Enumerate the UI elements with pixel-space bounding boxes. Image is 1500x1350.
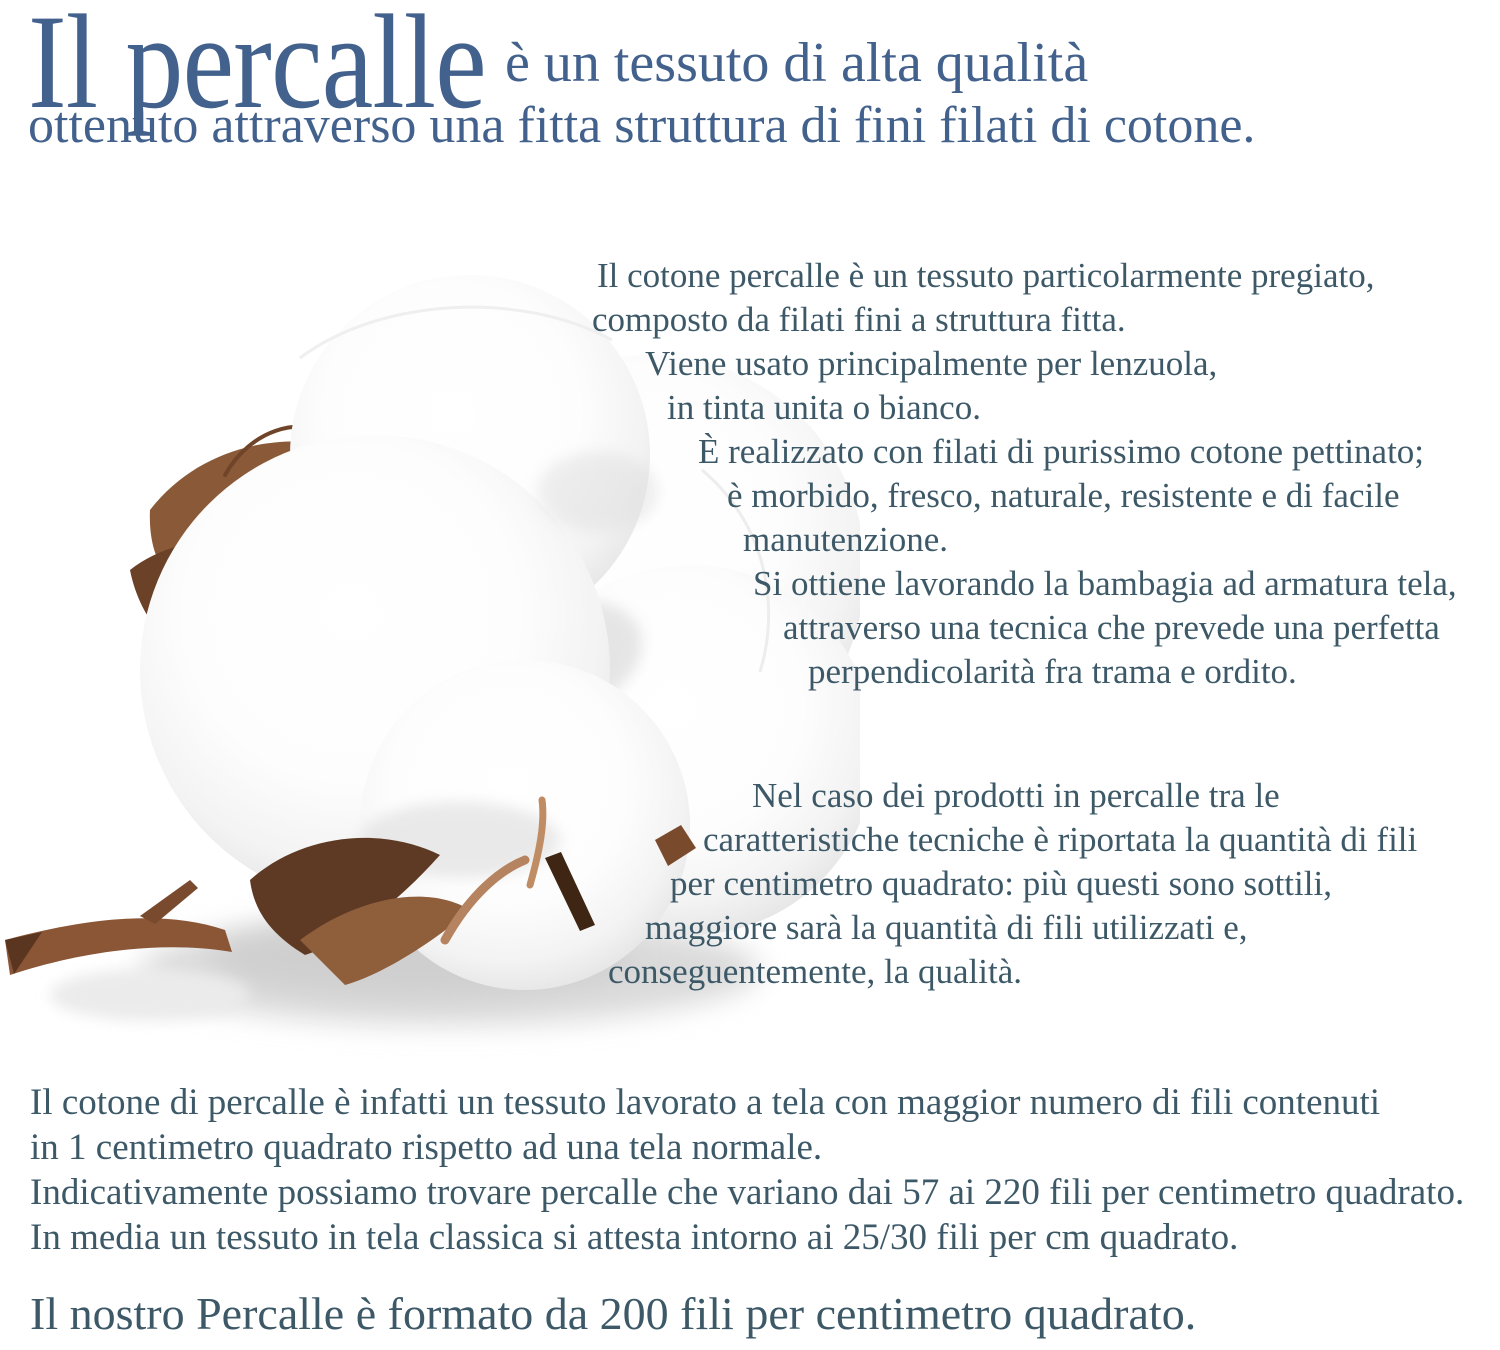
text-line: Si ottiene lavorando la bambagia ad armatura tela,: [753, 564, 1457, 603]
text-line: in tinta unita o bianco.: [667, 388, 981, 427]
text-line: manutenzione.: [743, 520, 949, 559]
text-line: Il cotone percalle è un tessuto particolarmente pregiato,: [597, 256, 1375, 295]
paragraph-percale-description: [592, 254, 1472, 694]
text-line: in 1 centimetro quadrato rispetto ad una tela normale.: [30, 1127, 823, 1168]
page-subtitle-line2: ottenuto attraverso una fitta struttura di fini filati di cotone.: [28, 97, 1256, 154]
text-line: Il cotone di percalle è infatti un tessuto lavorato a tela con maggior numero di fili contenuti: [30, 1082, 1381, 1123]
text-line: È realizzato con filati di purissimo cotone pettinato;: [698, 432, 1425, 471]
text-line: conseguentemente, la qualità.: [608, 952, 1023, 991]
text-line: Nel caso dei prodotti in percalle tra le: [752, 776, 1280, 815]
text-line: perpendicolarità fra trama e ordito.: [808, 652, 1297, 691]
text-line: composto da filati fini a struttura fitta.: [592, 300, 1126, 339]
text-line: per centimetro quadrato: più questi sono sottili,: [670, 864, 1332, 903]
text-line: maggiore sarà la quantità di fili utilizzati e,: [645, 908, 1248, 947]
page-title: Il percalle: [28, 0, 486, 137]
text-line: Viene usato principalmente per lenzuola,: [645, 344, 1218, 383]
text-line: è morbido, fresco, naturale, resistente e di facile: [727, 476, 1400, 515]
text-line: Indicativamente possiamo trovare percalle che variano dai 57 ai 220 fili per centimetro quadrato.: [30, 1172, 1465, 1213]
twig-shadow: [50, 969, 250, 1021]
text-line: In media un tessuto in tela classica si attesta intorno ai 25/30 fili per cm quadrato.: [30, 1217, 1239, 1258]
paragraph-comparison: [30, 1080, 1490, 1260]
text-line: caratteristiche tecniche è riportata la quantità di fili: [703, 820, 1418, 859]
footer-statement: Il nostro Percalle è formato da 200 fili per centimetro quadrato.: [30, 1288, 1197, 1339]
page-subtitle: è un tessuto di alta qualità: [505, 32, 1089, 94]
paragraph-thread-count-info: [592, 774, 1472, 994]
text-line: attraverso una tecnica che prevede una perfetta: [783, 608, 1440, 647]
twig-left-fork: [140, 880, 198, 924]
